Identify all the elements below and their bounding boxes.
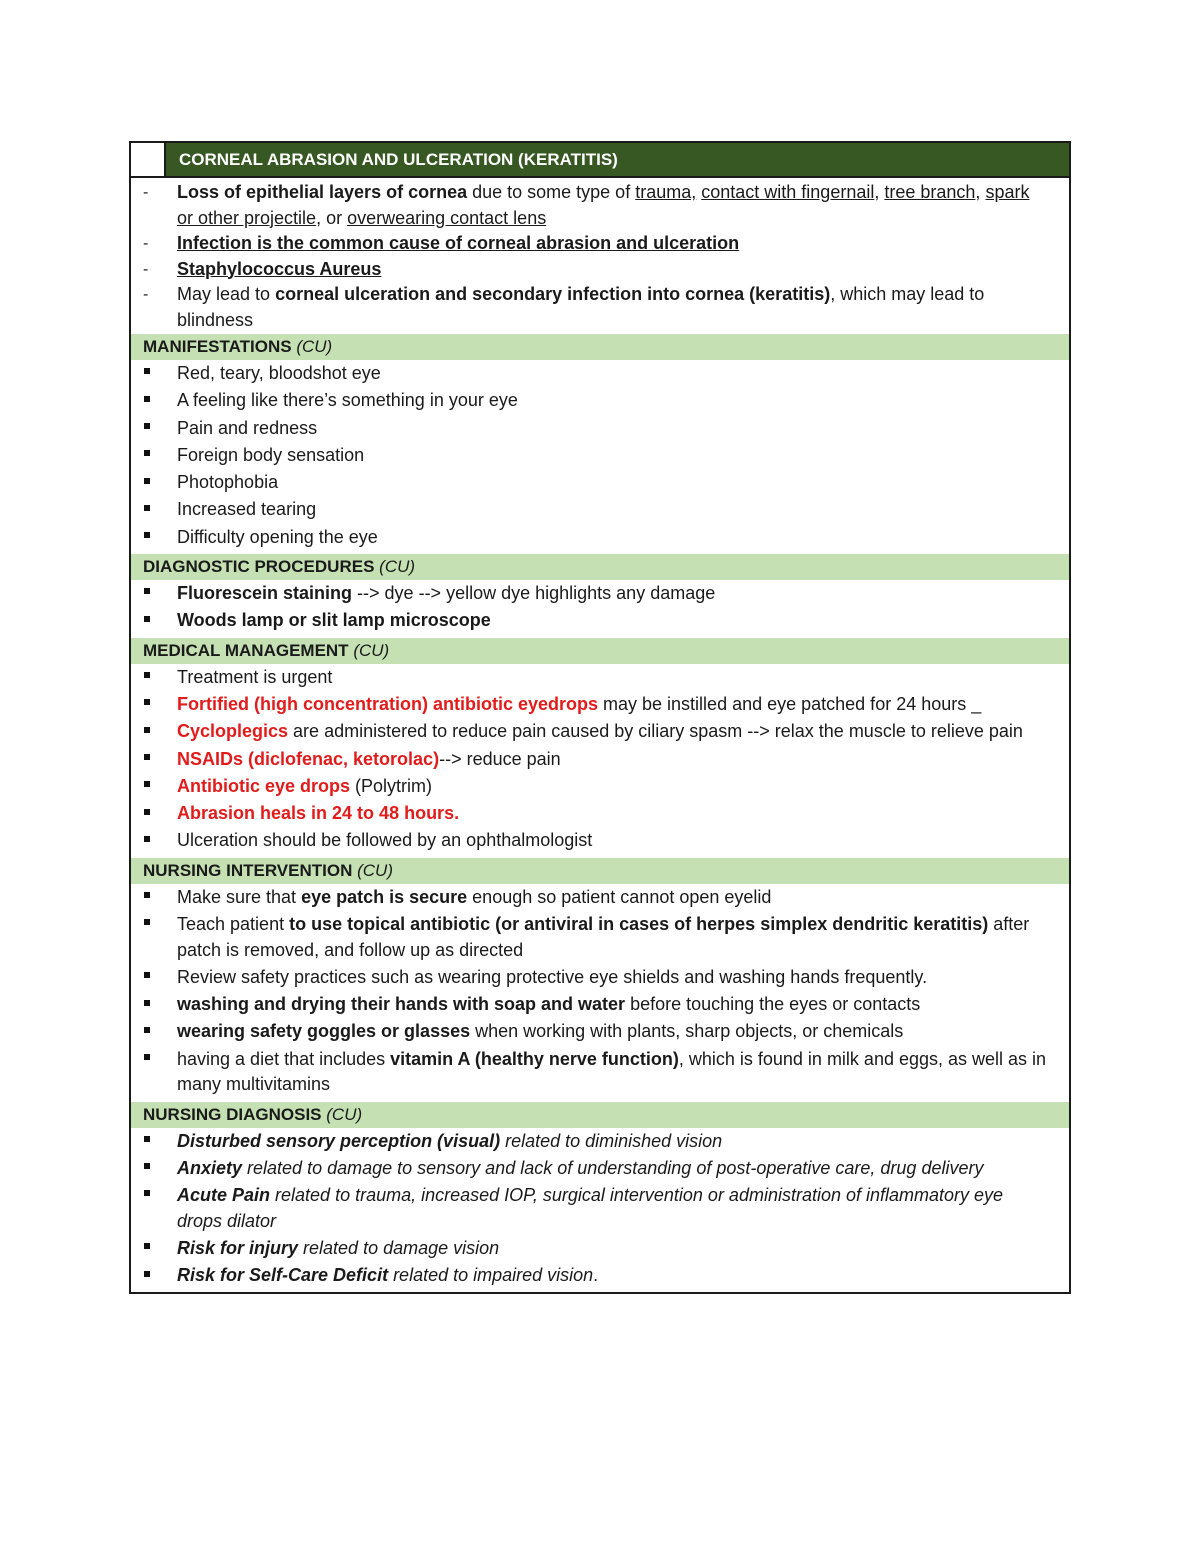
nursing-intervention-list bbox=[131, 884, 1069, 1101]
list-item: Photophobia bbox=[131, 470, 1069, 496]
list-item: Anxiety related to damage to sensory and lack of understanding of post-operative care, drug delivery bbox=[131, 1156, 1069, 1182]
title-row bbox=[131, 143, 1069, 178]
list-item: washing and drying their hands with soap and water before touching the eyes or contacts bbox=[131, 992, 1069, 1018]
list-item: Ulceration should be followed by an ophthalmologist bbox=[131, 828, 1069, 854]
list-item: having a diet that includes vitamin A (healthy nerve function), which is found in milk and eggs, as well as in many multivitamins bbox=[131, 1047, 1069, 1098]
bullet-icon bbox=[131, 416, 177, 442]
list-item: Fluorescein staining --> dye --> yellow dye highlights any damage bbox=[131, 581, 1069, 607]
bullet-icon bbox=[131, 470, 177, 496]
intro-list bbox=[131, 178, 1069, 333]
bullet-icon bbox=[131, 1129, 177, 1155]
bullet-icon bbox=[131, 747, 177, 773]
bullet-icon bbox=[131, 581, 177, 607]
bullet-icon bbox=[131, 608, 177, 634]
section-header-diagnostic: DIAGNOSTIC PROCEDURES (CU) bbox=[131, 554, 1069, 580]
dash-marker: - bbox=[143, 286, 149, 303]
list-item: Disturbed sensory perception (visual) related to diminished vision bbox=[131, 1129, 1069, 1155]
section-header-manifestations: MANIFESTATIONS (CU) bbox=[131, 334, 1069, 360]
list-item: Antibiotic eye drops (Polytrim) bbox=[131, 774, 1069, 800]
list-item: Foreign body sensation bbox=[131, 443, 1069, 469]
bullet-icon bbox=[131, 525, 177, 551]
bullet-icon bbox=[131, 1263, 177, 1289]
list-item: Increased tearing bbox=[131, 497, 1069, 523]
list-item: Fortified (high concentration) antibiotic eyedrops may be instilled and eye patched for 24 hours _ bbox=[131, 692, 1069, 718]
list-item: Acute Pain related to trauma, increased IOP, surgical intervention or administration of inflammatory eye drops dilator bbox=[131, 1183, 1069, 1234]
bullet-icon bbox=[131, 801, 177, 827]
list-item: Review safety practices such as wearing protective eye shields and washing hands frequently. bbox=[131, 965, 1069, 991]
list-item: wearing safety goggles or glasses when working with plants, sharp objects, or chemicals bbox=[131, 1019, 1069, 1045]
list-item bbox=[131, 231, 1069, 257]
list-item: Teach patient to use topical antibiotic (or antiviral in cases of herpes simplex dendritic keratitis) after patch is removed, and follow up as directed bbox=[131, 912, 1069, 963]
bullet-icon bbox=[131, 828, 177, 854]
list-item: Woods lamp or slit lamp microscope bbox=[131, 608, 1069, 634]
list-item: Red, teary, bloodshot eye bbox=[131, 361, 1069, 387]
bullet-icon bbox=[131, 1019, 177, 1045]
list-item bbox=[131, 257, 1069, 283]
bullet-icon bbox=[131, 361, 177, 387]
list-item: Make sure that eye patch is secure enough so patient cannot open eyelid bbox=[131, 885, 1069, 911]
bullet-icon bbox=[131, 1236, 177, 1262]
item-text: May lead to corneal ulceration and secondary infection into cornea (keratitis), which may lead to blindness bbox=[177, 284, 985, 330]
bullet-icon bbox=[131, 774, 177, 800]
bullet-icon bbox=[131, 388, 177, 414]
manifestations-list bbox=[131, 360, 1069, 553]
list-item bbox=[131, 282, 1069, 333]
list-item: Abrasion heals in 24 to 48 hours. bbox=[131, 801, 1069, 827]
item-text: Loss of epithelial layers of cornea due to some type of trauma, contact with fingernail, tree branch, spark or other projectile, or overwearing contact lens bbox=[177, 182, 1030, 228]
bullet-icon bbox=[131, 443, 177, 469]
section-header-nursing-diagnosis: NURSING DIAGNOSIS (CU) bbox=[131, 1102, 1069, 1128]
bullet-icon bbox=[131, 719, 177, 745]
dash-marker: - bbox=[143, 260, 149, 278]
list-item: Difficulty opening the eye bbox=[131, 525, 1069, 551]
medical-list bbox=[131, 664, 1069, 857]
bullet-icon bbox=[131, 1156, 177, 1182]
list-item: Treatment is urgent bbox=[131, 665, 1069, 691]
dash-marker: - bbox=[143, 184, 149, 201]
bullet-icon bbox=[131, 912, 177, 963]
bullet-icon bbox=[131, 1183, 177, 1234]
list-item: NSAIDs (diclofenac, ketorolac)--> reduce pain bbox=[131, 747, 1069, 773]
list-item: Risk for injury related to damage vision bbox=[131, 1236, 1069, 1262]
section-header-medical: MEDICAL MANAGEMENT (CU) bbox=[131, 638, 1069, 664]
list-item: Pain and redness bbox=[131, 416, 1069, 442]
item-text: Staphylococcus Aureus bbox=[177, 258, 382, 279]
list-item: Risk for Self-Care Deficit related to impaired vision. bbox=[131, 1263, 1069, 1289]
list-item bbox=[131, 180, 1069, 231]
dash-marker: - bbox=[143, 235, 149, 252]
section-header-nursing-intervention: NURSING INTERVENTION (CU) bbox=[131, 858, 1069, 884]
bullet-icon bbox=[131, 992, 177, 1018]
bullet-icon bbox=[131, 497, 177, 523]
document-table bbox=[129, 141, 1071, 1294]
bullet-icon bbox=[131, 885, 177, 911]
bullet-icon bbox=[131, 965, 177, 991]
diagnostic-list bbox=[131, 580, 1069, 637]
title-spacer bbox=[131, 143, 164, 176]
bullet-icon bbox=[131, 665, 177, 691]
bullet-icon bbox=[131, 1047, 177, 1098]
item-text: Infection is the common cause of corneal abrasion and ulceration bbox=[177, 233, 740, 253]
list-item: Cycloplegics are administered to reduce pain caused by ciliary spasm --> relax the muscle to relieve pain bbox=[131, 719, 1069, 745]
bullet-icon bbox=[131, 692, 177, 718]
nursing-diagnosis-list bbox=[131, 1128, 1069, 1292]
list-item: A feeling like there’s something in your eye bbox=[131, 388, 1069, 414]
page-title: CORNEAL ABRASION AND ULCERATION (KERATITIS) bbox=[164, 143, 1069, 176]
